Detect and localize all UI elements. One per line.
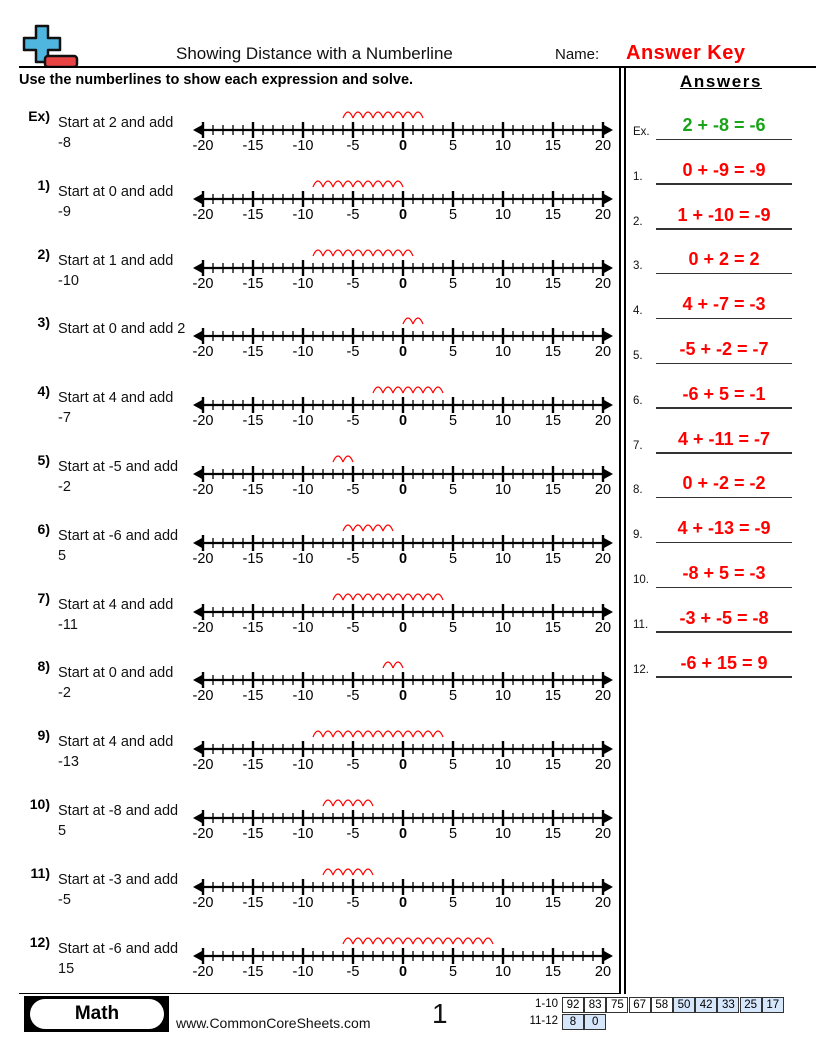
svg-text:15: 15 <box>544 619 562 636</box>
numberline <box>190 796 620 856</box>
answer-row-1 <box>626 145 816 185</box>
answer-value: -8 + 5 = -3 <box>682 563 766 583</box>
score-cell: 75 <box>606 997 628 1013</box>
svg-text:-20: -20 <box>192 550 214 567</box>
svg-text:0: 0 <box>398 826 408 842</box>
svg-text:-15: -15 <box>242 206 264 223</box>
svg-text:-10: -10 <box>292 413 314 430</box>
numberline <box>190 108 620 168</box>
score-cell: 92 <box>562 997 584 1013</box>
svg-text:10: 10 <box>494 344 512 361</box>
problem-7 <box>0 590 620 658</box>
answer-line <box>656 407 792 409</box>
problem-number: 8) <box>37 658 50 675</box>
svg-text:-15: -15 <box>242 757 264 774</box>
score-cell: 25 <box>740 997 762 1013</box>
problem-number: 4) <box>37 383 50 400</box>
svg-text:0: 0 <box>398 619 408 636</box>
svg-text:-10: -10 <box>292 963 314 980</box>
svg-text:15: 15 <box>544 688 562 705</box>
answer-row-2 <box>626 190 816 230</box>
svg-text:5: 5 <box>448 688 458 705</box>
problem-text: Start at 0 and add 2 <box>58 321 186 338</box>
problem-11 <box>0 865 620 933</box>
svg-text:10: 10 <box>494 826 512 842</box>
svg-text:10: 10 <box>494 550 512 567</box>
svg-text:0: 0 <box>398 757 408 774</box>
answer-value: -6 + 5 = -1 <box>682 383 766 404</box>
problem-number: 2) <box>37 245 50 262</box>
svg-text:-10: -10 <box>292 550 314 567</box>
score-cell: 83 <box>584 997 606 1013</box>
answer-line <box>656 542 792 544</box>
svg-text:-15: -15 <box>242 275 264 292</box>
svg-text:5: 5 <box>448 826 458 842</box>
problem-12 <box>0 934 620 1002</box>
svg-text:5: 5 <box>448 344 458 361</box>
svg-text:-15: -15 <box>242 963 264 980</box>
problem-text: Start at -5 and add -2 <box>58 459 179 495</box>
score-cell: 17 <box>762 997 784 1013</box>
svg-text:-20: -20 <box>192 688 214 705</box>
problem-text: Start at 4 and add -7 <box>58 390 174 427</box>
problem-text: Start at -6 and add 5 <box>58 527 179 564</box>
answer-row-5 <box>626 324 816 364</box>
svg-text:-10: -10 <box>292 619 314 636</box>
svg-text:-10: -10 <box>292 894 314 911</box>
svg-text:10: 10 <box>494 275 512 292</box>
svg-text:-5: -5 <box>346 688 360 705</box>
svg-text:20: 20 <box>594 757 612 774</box>
answer-label: 4. <box>633 305 643 318</box>
svg-text:-20: -20 <box>192 619 214 636</box>
score-cell: 0 <box>584 1014 606 1030</box>
svg-text:-10: -10 <box>292 826 314 842</box>
answer-line <box>656 228 792 230</box>
svg-text:-5: -5 <box>346 138 360 154</box>
score-cell: 58 <box>651 997 673 1013</box>
svg-text:10: 10 <box>494 482 512 498</box>
svg-text:20: 20 <box>594 413 612 430</box>
svg-text:-15: -15 <box>242 413 264 430</box>
website-link[interactable]: www.CommonCoreSheets.com <box>176 1015 371 1031</box>
svg-text:-20: -20 <box>192 894 214 911</box>
svg-text:-5: -5 <box>346 963 360 980</box>
problem-text: Start at 1 and add -10 <box>58 252 174 289</box>
svg-text:5: 5 <box>448 413 458 430</box>
svg-text:10: 10 <box>494 963 512 980</box>
problem-text: Start at 0 and add -9 <box>58 183 174 220</box>
answer-row-7 <box>626 414 816 454</box>
svg-text:-20: -20 <box>192 138 214 154</box>
answer-label: 5. <box>633 350 643 362</box>
answer-row-10 <box>626 548 816 588</box>
svg-text:-20: -20 <box>192 482 214 498</box>
svg-text:-20: -20 <box>192 963 214 980</box>
numberline <box>190 177 620 237</box>
answer-label: 9. <box>633 529 643 542</box>
svg-text:20: 20 <box>594 894 612 911</box>
problem-9 <box>0 727 620 795</box>
problem-text: Start at -3 and add -5 <box>58 871 179 908</box>
svg-text:0: 0 <box>398 275 408 292</box>
svg-text:-10: -10 <box>292 757 314 774</box>
svg-text:15: 15 <box>544 206 562 223</box>
svg-text:-20: -20 <box>192 275 214 292</box>
problem-number: 10) <box>29 796 50 812</box>
numberline <box>190 452 620 512</box>
answer-value: 4 + -11 = -7 <box>677 428 771 449</box>
numberline <box>190 521 620 581</box>
answer-label: 3. <box>633 260 643 273</box>
svg-text:10: 10 <box>494 894 512 911</box>
svg-text:-15: -15 <box>242 826 264 842</box>
svg-text:15: 15 <box>544 757 562 774</box>
svg-text:20: 20 <box>594 826 612 842</box>
svg-text:-5: -5 <box>346 757 360 774</box>
answer-label: 12. <box>633 663 649 676</box>
answer-label: 2. <box>633 215 643 228</box>
answer-value: 0 + -2 = -2 <box>682 473 766 494</box>
svg-text:-15: -15 <box>242 688 264 705</box>
answer-row-11 <box>626 593 816 633</box>
svg-text:5: 5 <box>448 482 458 498</box>
score-row-label: 1-10 <box>534 998 558 1010</box>
svg-text:10: 10 <box>494 138 512 154</box>
svg-text:-20: -20 <box>192 413 214 430</box>
svg-text:-10: -10 <box>292 138 314 154</box>
problem-6 <box>0 521 620 589</box>
svg-text:-5: -5 <box>346 275 360 292</box>
svg-text:20: 20 <box>594 206 612 223</box>
answer-row-6 <box>626 369 816 409</box>
svg-text:-5: -5 <box>346 826 360 842</box>
svg-text:-20: -20 <box>192 826 214 842</box>
answer-line <box>656 676 792 678</box>
answer-value: 4 + -7 = -3 <box>682 294 766 315</box>
problem-8 <box>0 658 620 726</box>
problem-text: Start at -6 and add 15 <box>58 940 179 977</box>
problem-5 <box>0 452 620 520</box>
answer-label: Ex. <box>633 126 650 138</box>
score-cell: 67 <box>629 997 651 1013</box>
answer-line <box>656 587 792 589</box>
answer-row-4 <box>626 279 816 319</box>
problem-number: 9) <box>37 727 50 744</box>
problem-2 <box>0 246 620 314</box>
score-cell: 50 <box>673 997 695 1013</box>
svg-text:20: 20 <box>594 344 612 361</box>
svg-text:-10: -10 <box>292 344 314 361</box>
svg-text:-20: -20 <box>192 206 214 223</box>
svg-text:15: 15 <box>544 413 562 430</box>
problem-number: 12) <box>29 933 50 950</box>
svg-text:5: 5 <box>448 757 458 774</box>
answer-line <box>656 318 792 320</box>
problem-1 <box>0 177 620 245</box>
answer-row-8 <box>626 458 816 498</box>
answer-label: 8. <box>633 484 643 497</box>
numberline <box>190 246 620 306</box>
name-value: Answer Key <box>626 42 746 64</box>
svg-text:-10: -10 <box>292 206 314 223</box>
svg-text:20: 20 <box>594 138 612 154</box>
score-cell: 42 <box>695 997 717 1013</box>
svg-text:5: 5 <box>448 275 458 292</box>
numberline <box>190 658 620 718</box>
svg-text:-15: -15 <box>242 344 264 361</box>
svg-text:-10: -10 <box>292 688 314 705</box>
svg-text:0: 0 <box>398 688 408 705</box>
svg-text:-15: -15 <box>242 619 264 636</box>
problem-number: 1) <box>37 176 50 193</box>
problem-text: Start at -8 and add 5 <box>58 803 179 839</box>
answer-label: 10. <box>633 574 649 586</box>
name-label: Name: <box>555 46 600 63</box>
svg-text:-15: -15 <box>242 138 264 154</box>
problem-text: Start at 0 and add -2 <box>58 665 174 702</box>
svg-text:-5: -5 <box>346 894 360 911</box>
worksheet-title: Showing Distance with a Numberline <box>176 44 453 63</box>
answer-value: 1 + -10 = -9 <box>677 204 771 225</box>
problem-number: 6) <box>37 520 50 537</box>
svg-text:20: 20 <box>594 963 612 980</box>
numberline <box>190 865 620 925</box>
svg-text:0: 0 <box>398 894 408 911</box>
svg-text:0: 0 <box>398 344 408 361</box>
problem-number: 7) <box>37 589 50 606</box>
answer-value: 2 + -8 = -6 <box>682 115 766 135</box>
problem-4 <box>0 383 620 451</box>
svg-text:-5: -5 <box>346 344 360 361</box>
score-row-label: 11-12 <box>529 1015 558 1027</box>
answer-row-3 <box>626 234 816 274</box>
svg-text:15: 15 <box>544 344 562 361</box>
svg-text:0: 0 <box>398 963 408 980</box>
numberline <box>190 934 620 994</box>
logo-plus-minus-icon <box>22 24 80 68</box>
svg-text:5: 5 <box>448 963 458 980</box>
problem-text: Start at 4 and add -11 <box>58 596 174 633</box>
numberline <box>190 383 620 443</box>
answer-line <box>656 273 792 275</box>
page-number: 1 <box>432 998 448 1029</box>
svg-text:-5: -5 <box>346 482 360 498</box>
answer-value: 4 + -13 = -9 <box>677 518 771 539</box>
numberline <box>190 314 620 374</box>
numberline <box>190 727 620 787</box>
answer-row-9 <box>626 503 816 543</box>
answer-line <box>656 452 792 454</box>
svg-text:-10: -10 <box>292 482 314 498</box>
svg-text:-10: -10 <box>292 275 314 292</box>
header-divider <box>19 66 816 68</box>
problem-10 <box>0 796 620 864</box>
answer-value: -6 + 15 = 9 <box>680 652 768 673</box>
problem-number: 5) <box>37 452 50 468</box>
svg-text:-5: -5 <box>346 413 360 430</box>
problem-number: 3) <box>37 314 50 331</box>
svg-text:0: 0 <box>398 550 408 567</box>
svg-text:0: 0 <box>398 413 408 430</box>
svg-text:5: 5 <box>448 894 458 911</box>
svg-text:-5: -5 <box>346 206 360 223</box>
svg-text:15: 15 <box>544 963 562 980</box>
numberline <box>190 590 620 650</box>
svg-text:-20: -20 <box>192 757 214 774</box>
problem-example <box>0 108 620 176</box>
problem-3 <box>0 314 620 382</box>
svg-text:20: 20 <box>594 619 612 636</box>
answer-line <box>656 363 792 365</box>
svg-text:10: 10 <box>494 206 512 223</box>
svg-text:0: 0 <box>398 206 408 223</box>
problem-text: Start at 2 and add -8 <box>58 115 174 151</box>
svg-text:15: 15 <box>544 138 562 154</box>
answer-label: 6. <box>633 394 643 407</box>
answer-label: 1. <box>633 170 643 183</box>
svg-text:10: 10 <box>494 757 512 774</box>
footer-divider <box>19 993 619 994</box>
svg-text:15: 15 <box>544 550 562 567</box>
svg-text:10: 10 <box>494 619 512 636</box>
svg-text:-15: -15 <box>242 894 264 911</box>
answer-line <box>656 631 792 633</box>
svg-text:-5: -5 <box>346 550 360 567</box>
svg-text:15: 15 <box>544 275 562 292</box>
svg-text:10: 10 <box>494 688 512 705</box>
answer-line <box>656 139 792 141</box>
svg-text:10: 10 <box>494 413 512 430</box>
answer-label: 11. <box>633 618 649 631</box>
svg-text:5: 5 <box>448 619 458 636</box>
svg-text:-15: -15 <box>242 550 264 567</box>
problem-text: Start at 4 and add -13 <box>58 734 174 771</box>
svg-text:5: 5 <box>448 550 458 567</box>
score-cell: 8 <box>562 1014 584 1030</box>
answer-value: 0 + 2 = 2 <box>688 249 760 270</box>
svg-text:15: 15 <box>544 826 562 842</box>
answer-value: 0 + -9 = -9 <box>682 159 766 180</box>
answer-row-12 <box>626 638 816 678</box>
svg-text:15: 15 <box>544 894 562 911</box>
svg-text:20: 20 <box>594 275 612 292</box>
answer-value: -3 + -5 = -8 <box>679 607 769 628</box>
svg-text:20: 20 <box>594 550 612 567</box>
answer-label: 7. <box>633 439 643 452</box>
svg-text:-15: -15 <box>242 482 264 498</box>
answers-heading: Answers <box>679 72 763 91</box>
instructions: Use the numberlines to show each expression and solve. <box>19 72 414 88</box>
answer-row-example <box>626 100 816 140</box>
problem-number: Ex) <box>28 108 50 124</box>
score-cell: 33 <box>717 997 739 1013</box>
svg-text:0: 0 <box>398 482 408 498</box>
problem-number: 11) <box>30 864 50 881</box>
svg-text:20: 20 <box>594 482 612 498</box>
svg-text:5: 5 <box>448 138 458 154</box>
answer-value: -5 + -2 = -7 <box>679 339 769 359</box>
svg-text:20: 20 <box>594 688 612 705</box>
svg-text:15: 15 <box>544 482 562 498</box>
svg-text:-20: -20 <box>192 344 214 361</box>
svg-text:5: 5 <box>448 206 458 223</box>
answer-line <box>656 183 792 185</box>
svg-text:-5: -5 <box>346 619 360 636</box>
answer-line <box>656 497 792 499</box>
subject-label: Math <box>30 999 164 1029</box>
svg-text:0: 0 <box>398 138 408 154</box>
